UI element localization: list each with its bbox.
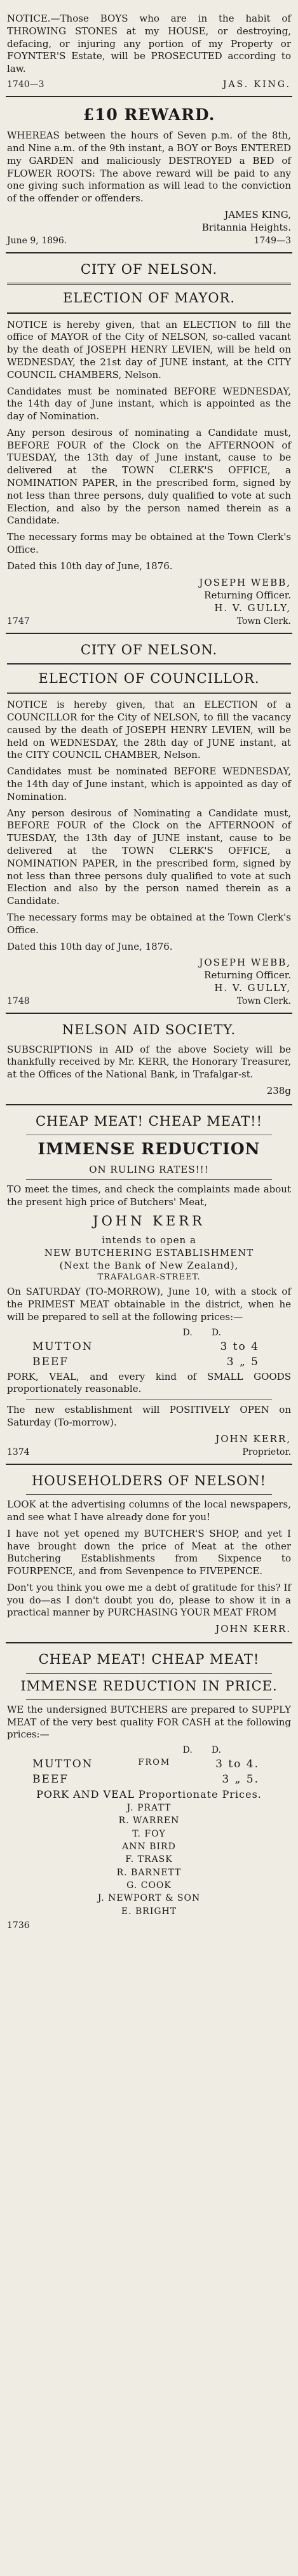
- ad-title: CITY OF NELSON.: [80, 262, 218, 278]
- divider: [7, 663, 291, 665]
- establishment-line: NEW BUTCHERING ESTABLISHMENT: [44, 1247, 254, 1259]
- butcher-name: G. COOK: [126, 1880, 172, 1891]
- price-row-beef: [7, 1773, 291, 1786]
- price-value: 3 „ 5: [226, 1355, 259, 1368]
- establishment-line: (Next the Bank of New Zealand),: [59, 1260, 239, 1272]
- ad-title: HOUSEHOLDERS OF NELSON!: [32, 1473, 266, 1488]
- price-column-headers: [7, 1328, 291, 1338]
- signer: JOHN KERR,: [215, 1433, 291, 1445]
- ad-number: 1747: [7, 616, 30, 626]
- ad-footer: [7, 236, 291, 246]
- ad-title: CHEAP MEAT! CHEAP MEAT!!: [35, 1113, 263, 1129]
- ad-title: CHEAP MEAT! CHEAP MEAT!: [38, 1652, 260, 1668]
- role: Returning Officer.: [204, 969, 291, 981]
- price-col-header: D.: [182, 1745, 193, 1756]
- signer: H. V. GULLY,: [214, 982, 291, 994]
- reward-ad: [6, 97, 292, 253]
- ad-subtitle: ELECTION OF MAYOR.: [62, 290, 236, 306]
- paragraph: NOTICE is hereby given, that an ELECTION to fill the office of MAYOR of the City of NELSON, so-called vacant by the death of JOSEPH HENRY LEVIEN, will be held on WEDNESDAY, the 21st day of JUNE instant, at the CITY COUNCIL CHAMBERS, Nelson.: [7, 318, 291, 381]
- paragraph: Candidates must be nominated BEFORE WEDNESDAY, the 14th day of June instant, which is appointed as the day of Nomination.: [7, 385, 291, 422]
- divider: [26, 1399, 272, 1400]
- reward-signer: JAMES KING,: [224, 209, 291, 221]
- signer: JOHN KERR.: [215, 1623, 291, 1635]
- ad-footer: [7, 79, 291, 90]
- paragraph: Candidates must be nominated BEFORE WEDNESDAY, the 14th day of June instant, which is appointed as day of Nomination.: [7, 765, 291, 802]
- price-value: 3 to 4: [220, 1340, 259, 1353]
- price-col-header: D.: [182, 1327, 193, 1338]
- butcher-name: R. WARREN: [118, 1816, 180, 1826]
- divider: [7, 692, 291, 694]
- intends-line: intends to open a: [102, 1234, 196, 1246]
- paragraph: Any person desirous of nominating a Candidate must, BEFORE FOUR of the Clock on the AFTERNOON of TUESDAY, the 13th day of June instant, cause to be delivered at the TOWN CLERK'S OFFICE, a NOMINATION PAPER, in the prescribed form, signed by not less than three persons, duly qualified to vote at such Election, and also by the person named therein as a Candidate.: [7, 426, 291, 527]
- establishment-line: TRAFALGAR-STREET.: [97, 1272, 201, 1283]
- paragraph: WE the undersigned BUTCHERS are prepared to SUPPLY MEAT of the very best quality FOR CASH at the following prices:—: [7, 1703, 291, 1741]
- kerr-cheap-meat-ad: [6, 1105, 292, 1465]
- proprietor-name: JOHN KERR: [93, 1213, 205, 1229]
- ad-footer: [7, 1920, 291, 1931]
- role: Town Clerk.: [236, 616, 291, 626]
- signer: H. V. GULLY,: [214, 602, 291, 614]
- dated-line: Dated this 10th day of June, 1876.: [7, 940, 173, 952]
- paragraph: PORK, VEAL, and every kind of SMALL GOODS proportionately reasonable.: [7, 1370, 291, 1395]
- butcher-name: J. PRATT: [126, 1803, 172, 1814]
- ad-title: NELSON AID SOCIETY.: [62, 1022, 236, 1038]
- mayor-election-ad: [6, 253, 292, 634]
- ad-footer: [7, 996, 291, 1006]
- price-label: MUTTON: [32, 1758, 93, 1771]
- price-column-headers: [7, 1745, 291, 1755]
- price-label: BEEF: [32, 1773, 69, 1786]
- price-label: BEEF: [32, 1355, 69, 1368]
- signer: JOSEPH WEBB,: [199, 957, 291, 969]
- butcher-name: J. NEWPORT & SON: [97, 1893, 201, 1904]
- role: Town Clerk.: [236, 996, 291, 1007]
- butcher-names: [7, 1802, 291, 1918]
- butcher-name: ANN BIRD: [122, 1842, 176, 1852]
- divider: [26, 1673, 272, 1674]
- price-from: FROM: [138, 1758, 171, 1768]
- price-value: 3 „ 5.: [222, 1773, 259, 1786]
- ad-subtitle: ELECTION OF COUNCILLOR.: [38, 670, 260, 686]
- ad-footer: [7, 616, 291, 626]
- paragraph: The necessary forms may be obtained at the Town Clerk's Office.: [7, 531, 291, 556]
- ad-number: 1749—3: [254, 236, 291, 246]
- dated-line: Dated this 10th day of June, 1876.: [7, 560, 173, 572]
- ad-number: 1736: [7, 1920, 30, 1931]
- ad-subtitle-2: ON RULING RATES!!!: [89, 1164, 209, 1176]
- reward-place: Britannia Heights.: [201, 222, 291, 234]
- price-label: MUTTON: [32, 1340, 93, 1353]
- butcher-name: T. FOY: [132, 1828, 166, 1839]
- butcher-name: R. BARNETT: [116, 1867, 182, 1878]
- price-row-beef: [7, 1356, 291, 1368]
- signer: JAS. KING.: [222, 79, 291, 90]
- paragraph: The necessary forms may be obtained at the Town Clerk's Office.: [7, 911, 291, 936]
- paragraph: Don't you think you owe me a debt of gratitude for this? If you do—as I don't doubt you do, please to show it in a practical manner by PURCHASING YOUR MEAT FROM: [7, 1581, 291, 1619]
- butchers-cheap-meat-ad: [6, 1643, 292, 1937]
- signer: JOSEPH WEBB,: [199, 576, 291, 588]
- ad-number: 238g: [266, 1084, 291, 1096]
- aid-society-ad: [6, 1014, 292, 1105]
- reward-date: June 9, 1896.: [7, 236, 67, 246]
- ad-number: 1374: [7, 1446, 30, 1457]
- price-col-header: D.: [211, 1745, 221, 1756]
- butcher-name: E. BRIGHT: [121, 1906, 177, 1917]
- ad-subtitle: IMMENSE REDUCTION IN PRICE.: [20, 1678, 278, 1694]
- reward-title: £10 REWARD.: [83, 105, 215, 124]
- ad-subtitle: IMMENSE REDUCTION: [37, 1140, 261, 1159]
- paragraph: LOOK at the advertising columns of the local newspapers, and see what I have already done for you!: [7, 1499, 291, 1523]
- paragraph: SUBSCRIPTIONS in AID of the above Society will be thankfully received by Mr. KERR, the Honorary Treasurer, at the Offices of the National Bank, in Trafalgar-st.: [7, 1043, 291, 1081]
- councillor-election-ad: [6, 634, 292, 1015]
- notice-boys-ad: [6, 8, 292, 97]
- pork-veal-line: PORK AND VEAL Proportionate Prices.: [36, 1788, 262, 1801]
- divider: [26, 1494, 272, 1495]
- paragraph: I have not yet opened my BUTCHER'S SHOP, and yet I have brought down the price of Meat at the other Butchering Establishments from Sixpence to FOURPENCE, and from Sevenpence to FIVEPENCE.: [7, 1527, 291, 1577]
- divider: [26, 1179, 272, 1180]
- ad-number: 1740—3: [7, 79, 44, 90]
- ad-footer: [7, 1447, 291, 1457]
- divider: [7, 312, 291, 314]
- ad-title: CITY OF NELSON.: [80, 642, 218, 657]
- reward-text: WHEREAS between the hours of Seven p.m. of the 8th, and Nine a.m. of the 9th instant, a BOY or Boys ENTERED my GARDEN and maliciously DESTROYED a BED of FLOWER ROOTS: The above reward will be paid to any one giving such information as will lead to the conviction of the offender or offenders.: [7, 130, 291, 205]
- butcher-name: F. TRASK: [125, 1854, 173, 1865]
- price-row-mutton: [7, 1340, 291, 1353]
- paragraph: On SATURDAY (TO-MORROW), June 10, with a stock of the PRIMEST MEAT obtainable in the district, when he will be prepared to sell at the following prices:—: [7, 1286, 291, 1323]
- paragraph: Any person desirous of Nominating a Candidate must, BEFORE FOUR of the Clock on the AFTERNOON of TUESDAY, the 13th day of JUNE instant, cause to be delivered at the TOWN CLERK'S OFFICE, a NOMINATION PAPER, in the prescribed form, signed by not less than three persons duly qualified to vote at such Election and also by the person named therein as a Candidate.: [7, 807, 291, 907]
- role: Proprietor.: [242, 1446, 291, 1457]
- paragraph: TO meet the times, and check the complaints made about the present high price of Butchers' Meat,: [7, 1183, 291, 1208]
- role: Returning Officer.: [204, 589, 291, 601]
- divider: [26, 1699, 272, 1700]
- ad-number: 1748: [7, 996, 30, 1007]
- price-value: 3 to 4.: [215, 1758, 259, 1771]
- price-row-mutton: [7, 1758, 291, 1770]
- price-col-header: D.: [211, 1327, 221, 1338]
- householders-ad: [6, 1465, 292, 1643]
- paragraph: NOTICE is hereby given, that an ELECTION of a COUNCILLOR for the City of NELSON, to fill the vacancy caused by the death of JOSEPH HENRY LEVIEN, will be held on WEDNESDAY, the 28th day of JUNE instant, at the CITY COUNCIL CHAMBER, Nelson.: [7, 699, 291, 761]
- notice-text: NOTICE.—Those BOYS who are in the habit of THROWING STONES at my HOUSE, or destroying, defacing, or injuring any portion of my Property or FOYNTER'S Estate, will be PROSECUTED according to law.: [7, 13, 291, 75]
- divider: [7, 283, 291, 285]
- paragraph: The new establishment will POSITIVELY OPEN on Saturday (To-morrow).: [7, 1404, 291, 1429]
- newspaper-column: [6, 0, 292, 1937]
